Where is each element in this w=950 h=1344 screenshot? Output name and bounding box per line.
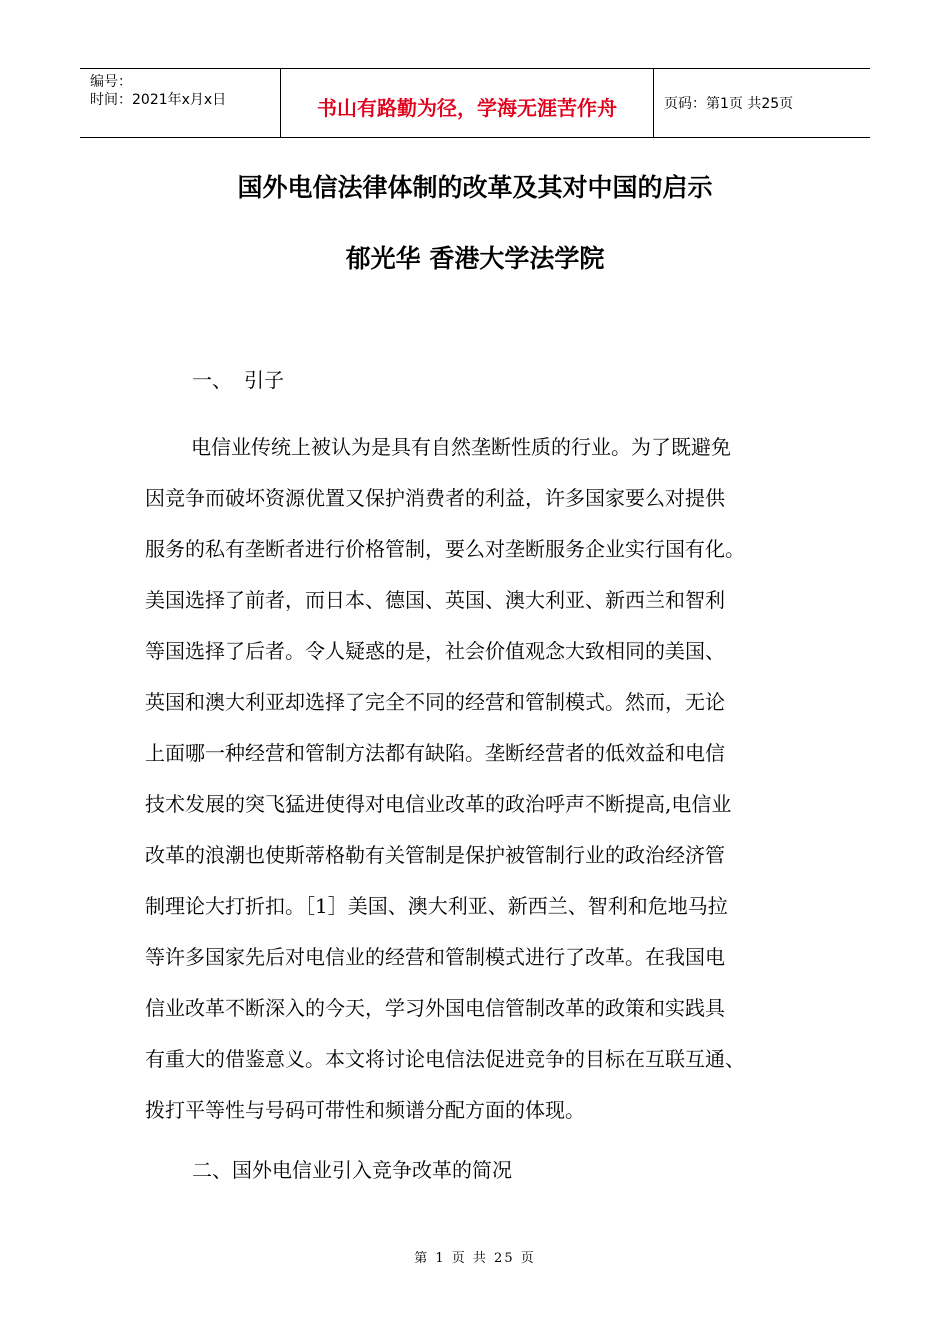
paragraph-line: 服务的私有垄断者进行价格管制，要么对垄断服务企业实行国有化。 xyxy=(145,537,745,561)
paragraph-line: 英国和澳大利亚却选择了完全不同的经营和管制模式。然而，无论 xyxy=(145,690,725,714)
paragraph-line: 制理论大打折扣。［1］美国、澳大利亚、新西兰、智利和危地马拉 xyxy=(145,894,728,918)
paragraph-line: 拨打平等性与号码可带性和频谱分配方面的体现。 xyxy=(145,1098,585,1122)
paragraph-line: 电信业传统上被认为是具有自然垄断性质的行业。为了既避免 xyxy=(191,435,731,459)
author-line: 郁光华 香港大学法学院 xyxy=(345,244,605,273)
section-heading-intro xyxy=(192,364,284,393)
header-motto: 书山有路勤为径，学海无涯苦作舟 xyxy=(317,95,617,120)
document-header xyxy=(80,68,870,138)
paragraph-line: 有重大的借鉴意义。本文将讨论电信法促进竞争的目标在互联互通、 xyxy=(145,1047,745,1071)
page-footer: 第 1 页 共 25 页 xyxy=(414,1251,536,1266)
body-paragraph xyxy=(145,433,810,1147)
paragraph-line: 美国选择了前者，而日本、德国、英国、澳大利亚、新西兰和智利 xyxy=(145,588,725,612)
document-title: 国外电信法律体制的改革及其对中国的启示 xyxy=(237,173,713,202)
document-date: 时间：2021年x月x日 xyxy=(90,92,227,108)
header-meta xyxy=(80,69,281,137)
document-number-label: 编号： xyxy=(90,74,132,90)
section-title: 引子 xyxy=(244,368,284,392)
paragraph-line: 因竞争而破坏资源优置又保护消费者的利益，许多国家要么对提供 xyxy=(145,486,725,510)
paragraph-line: 等国选择了后者。令人疑惑的是，社会价值观念大致相同的美国、 xyxy=(145,639,725,663)
paragraph-line: 信业改革不断深入的今天，学习外国电信管制改革的政策和实践具 xyxy=(145,996,725,1020)
paragraph-line: 等许多国家先后对电信业的经营和管制模式进行了改革。在我国电 xyxy=(145,945,725,969)
section-number: 一、 xyxy=(192,368,232,392)
paragraph-line: 改革的浪潮也使斯蒂格勒有关管制是保护被管制行业的政治经济管 xyxy=(145,843,725,867)
paragraph-line: 上面哪一种经营和管制方法都有缺陷。垄断经营者的低效益和电信 xyxy=(145,741,725,765)
section-heading-overview: 二、国外电信业引入竞争改革的简况 xyxy=(192,1158,512,1182)
header-motto-cell xyxy=(281,69,654,137)
paragraph-line: 技术发展的突飞猛进使得对电信业改革的政治呼声不断提高,电信业 xyxy=(145,792,732,816)
header-page-info: 页码：第1页 共25页 xyxy=(664,96,794,112)
header-page-cell xyxy=(654,69,870,137)
